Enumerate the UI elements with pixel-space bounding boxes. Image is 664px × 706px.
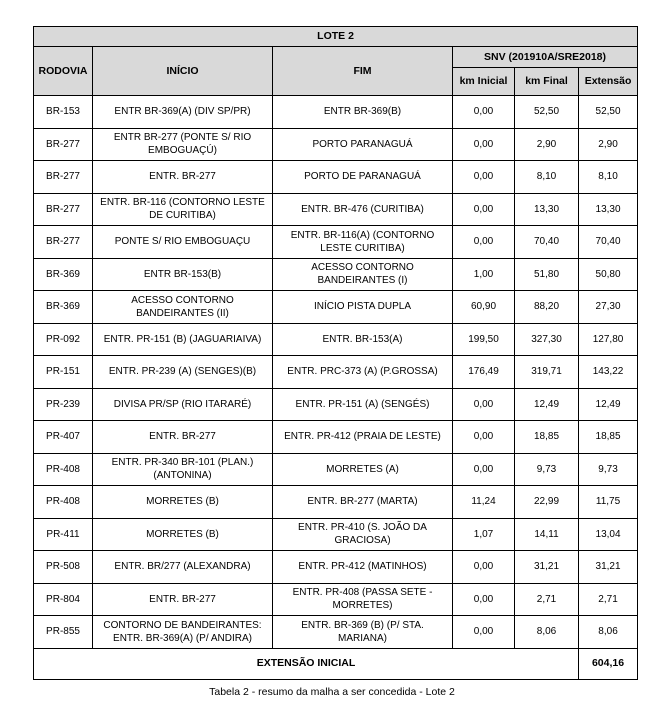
cell-fim: ENTR BR-369(B) — [273, 96, 453, 129]
cell-fim: MORRETES (A) — [273, 453, 453, 486]
cell-rodovia: PR-508 — [34, 551, 93, 584]
cell-km-inicial: 0,00 — [453, 453, 515, 486]
cell-fim: ENTR. PR-408 (PASSA SETE - MORRETES) — [273, 583, 453, 616]
cell-fim: PORTO PARANAGUÁ — [273, 128, 453, 161]
cell-extensao: 8,10 — [579, 161, 638, 194]
footer-total: 604,16 — [579, 648, 638, 679]
cell-km-final: 319,71 — [515, 356, 579, 389]
cell-rodovia: PR-408 — [34, 453, 93, 486]
cell-inicio: ENTR. BR-116 (CONTORNO LESTE DE CURITIBA) — [93, 193, 273, 226]
cell-rodovia: PR-411 — [34, 518, 93, 551]
cell-inicio: MORRETES (B) — [93, 486, 273, 519]
cell-inicio: DIVISA PR/SP (RIO ITARARÉ) — [93, 388, 273, 421]
cell-rodovia: PR-855 — [34, 616, 93, 649]
cell-inicio: ENTR BR-153(B) — [93, 258, 273, 291]
cell-extensao: 50,80 — [579, 258, 638, 291]
cell-inicio: ENTR. BR-277 — [93, 161, 273, 194]
cell-extensao: 12,49 — [579, 388, 638, 421]
cell-km-inicial: 1,07 — [453, 518, 515, 551]
cell-fim: ACESSO CONTORNO BANDEIRANTES (I) — [273, 258, 453, 291]
header-extensao: Extensão — [579, 68, 638, 96]
table-row — [34, 291, 638, 324]
cell-km-final: 31,21 — [515, 551, 579, 584]
cell-km-final: 22,99 — [515, 486, 579, 519]
table-row — [34, 356, 638, 389]
table-row — [34, 323, 638, 356]
cell-extensao: 31,21 — [579, 551, 638, 584]
cell-rodovia: PR-092 — [34, 323, 93, 356]
cell-extensao: 2,90 — [579, 128, 638, 161]
cell-fim: ENTR. BR-476 (CURITIBA) — [273, 193, 453, 226]
cell-km-final: 13,30 — [515, 193, 579, 226]
cell-km-inicial: 0,00 — [453, 96, 515, 129]
cell-extensao: 52,50 — [579, 96, 638, 129]
table-row — [34, 518, 638, 551]
cell-inicio: ENTR. BR-277 — [93, 583, 273, 616]
cell-inicio: ACESSO CONTORNO BANDEIRANTES (II) — [93, 291, 273, 324]
cell-rodovia: PR-408 — [34, 486, 93, 519]
header-snv: SNV (201910A/SRE2018) — [453, 47, 638, 68]
cell-fim: ENTR. PR-151 (A) (SENGÉS) — [273, 388, 453, 421]
table-row — [34, 616, 638, 649]
table-row — [34, 421, 638, 454]
cell-rodovia: PR-239 — [34, 388, 93, 421]
cell-inicio: ENTR BR-369(A) (DIV SP/PR) — [93, 96, 273, 129]
cell-fim: INÍCIO PISTA DUPLA — [273, 291, 453, 324]
cell-km-final: 2,71 — [515, 583, 579, 616]
cell-inicio: PONTE S/ RIO EMBOGUAÇU — [93, 226, 273, 259]
header-km-inicial: km Inicial — [453, 68, 515, 96]
cell-km-inicial: 0,00 — [453, 388, 515, 421]
cell-rodovia: BR-277 — [34, 161, 93, 194]
cell-km-final: 327,30 — [515, 323, 579, 356]
cell-extensao: 27,30 — [579, 291, 638, 324]
header-inicio: INÍCIO — [93, 47, 273, 96]
cell-rodovia: PR-151 — [34, 356, 93, 389]
cell-km-inicial: 0,00 — [453, 583, 515, 616]
table-row — [34, 161, 638, 194]
cell-km-final: 18,85 — [515, 421, 579, 454]
cell-km-final: 9,73 — [515, 453, 579, 486]
cell-km-inicial: 0,00 — [453, 226, 515, 259]
cell-rodovia: BR-277 — [34, 193, 93, 226]
table-body — [34, 96, 638, 649]
cell-extensao: 13,04 — [579, 518, 638, 551]
header-km-final: km Final — [515, 68, 579, 96]
cell-km-final: 70,40 — [515, 226, 579, 259]
cell-inicio: ENTR. PR-340 BR-101 (PLAN.) (ANTONINA) — [93, 453, 273, 486]
table-row — [34, 551, 638, 584]
cell-fim: ENTR. BR-116(A) (CONTORNO LESTE CURITIBA) — [273, 226, 453, 259]
cell-km-inicial: 1,00 — [453, 258, 515, 291]
cell-extensao: 13,30 — [579, 193, 638, 226]
cell-rodovia: BR-369 — [34, 291, 93, 324]
cell-km-final: 8,06 — [515, 616, 579, 649]
table-row — [34, 486, 638, 519]
cell-km-inicial: 176,49 — [453, 356, 515, 389]
cell-km-inicial: 199,50 — [453, 323, 515, 356]
cell-rodovia: PR-407 — [34, 421, 93, 454]
cell-extensao: 8,06 — [579, 616, 638, 649]
cell-inicio: ENTR. PR-239 (A) (SENGES)(B) — [93, 356, 273, 389]
cell-km-final: 14,11 — [515, 518, 579, 551]
cell-fim: ENTR. PR-412 (PRAIA DE LESTE) — [273, 421, 453, 454]
cell-km-inicial: 0,00 — [453, 161, 515, 194]
table-row — [34, 453, 638, 486]
table-row — [34, 388, 638, 421]
cell-km-final: 2,90 — [515, 128, 579, 161]
cell-km-final: 88,20 — [515, 291, 579, 324]
cell-rodovia: BR-153 — [34, 96, 93, 129]
table-row — [34, 96, 638, 129]
cell-fim: ENTR. PR-412 (MATINHOS) — [273, 551, 453, 584]
cell-extensao: 127,80 — [579, 323, 638, 356]
table-row — [34, 583, 638, 616]
cell-km-inicial: 0,00 — [453, 616, 515, 649]
cell-rodovia: BR-277 — [34, 226, 93, 259]
cell-km-final: 8,10 — [515, 161, 579, 194]
cell-extensao: 143,22 — [579, 356, 638, 389]
footer-label: EXTENSÃO INICIAL — [34, 648, 579, 679]
cell-inicio: ENTR. PR-151 (B) (JAGUARIAIVA) — [93, 323, 273, 356]
cell-fim: ENTR. BR-277 (MARTA) — [273, 486, 453, 519]
table-row — [34, 258, 638, 291]
road-network-table — [33, 26, 638, 680]
cell-fim: ENTR. PR-410 (S. JOÃO DA GRACIOSA) — [273, 518, 453, 551]
cell-km-inicial: 0,00 — [453, 128, 515, 161]
cell-fim: ENTR. BR-153(A) — [273, 323, 453, 356]
header-rodovia: RODOVIA — [34, 47, 93, 96]
cell-inicio: MORRETES (B) — [93, 518, 273, 551]
cell-inicio: ENTR BR-277 (PONTE S/ RIO EMBOGUAÇÚ) — [93, 128, 273, 161]
cell-km-final: 51,80 — [515, 258, 579, 291]
cell-fim: ENTR. BR-369 (B) (P/ STA. MARIANA) — [273, 616, 453, 649]
cell-inicio: ENTR. BR/277 (ALEXANDRA) — [93, 551, 273, 584]
cell-inicio: ENTR. BR-277 — [93, 421, 273, 454]
cell-inicio: CONTORNO DE BANDEIRANTES: ENTR. BR-369(A) (P/ ANDIRA) — [93, 616, 273, 649]
cell-fim: PORTO DE PARANAGUÁ — [273, 161, 453, 194]
cell-rodovia: BR-369 — [34, 258, 93, 291]
cell-km-inicial: 0,00 — [453, 551, 515, 584]
lote-title: LOTE 2 — [34, 27, 638, 47]
cell-extensao: 18,85 — [579, 421, 638, 454]
cell-km-final: 12,49 — [515, 388, 579, 421]
cell-km-inicial: 11,24 — [453, 486, 515, 519]
header-fim: FIM — [273, 47, 453, 96]
table-caption: Tabela 2 - resumo da malha a ser concedida - Lote 2 — [209, 686, 455, 698]
cell-extensao: 11,75 — [579, 486, 638, 519]
cell-extensao: 2,71 — [579, 583, 638, 616]
cell-extensao: 70,40 — [579, 226, 638, 259]
cell-extensao: 9,73 — [579, 453, 638, 486]
cell-km-final: 52,50 — [515, 96, 579, 129]
table-row — [34, 226, 638, 259]
cell-km-inicial: 0,00 — [453, 193, 515, 226]
table-row — [34, 193, 638, 226]
cell-rodovia: PR-804 — [34, 583, 93, 616]
cell-fim: ENTR. PRC-373 (A) (P.GROSSA) — [273, 356, 453, 389]
cell-rodovia: BR-277 — [34, 128, 93, 161]
cell-km-inicial: 0,00 — [453, 421, 515, 454]
table-row — [34, 128, 638, 161]
cell-km-inicial: 60,90 — [453, 291, 515, 324]
